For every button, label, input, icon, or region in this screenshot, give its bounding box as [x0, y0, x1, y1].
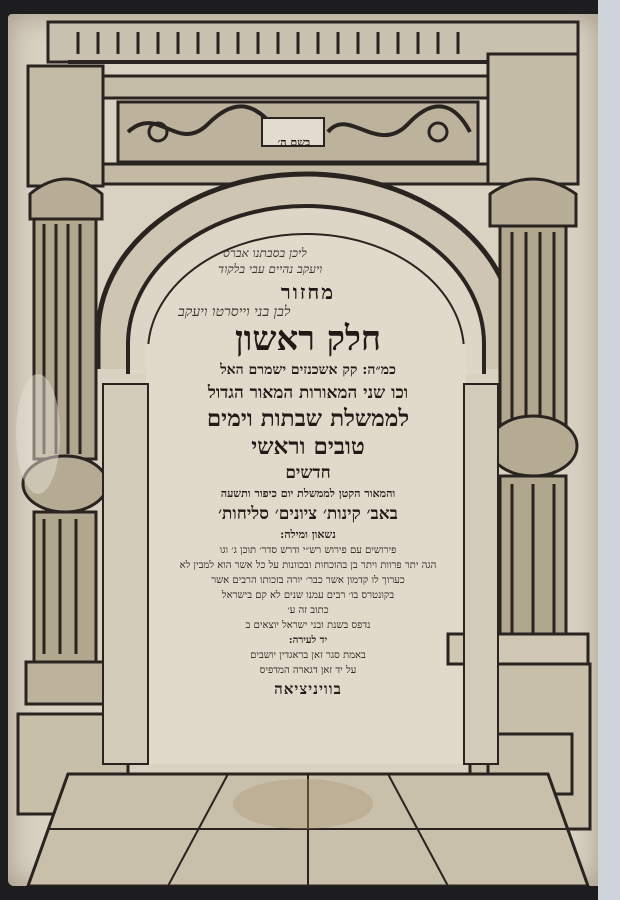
stain — [16, 374, 60, 494]
volume-part: חלק ראשון — [234, 319, 382, 359]
scan-background-edge — [598, 0, 620, 900]
small-text-line: בקונטרס בו׳ רבים עמנו שנים לא קם בישראל — [221, 590, 395, 601]
small-text-line: כתוב זה ע׳ — [287, 605, 329, 616]
text-line: והמאור הקטן לממשלת יום כיפור ותשעה — [220, 487, 396, 500]
small-text-line: נדפס בשנת ובני ישראל יוצאים ב — [245, 620, 371, 631]
handwritten-note: ויעקב נהיים עבי בלקוד — [218, 262, 323, 276]
text-line: וכו שני המאורות המאור הגדול — [207, 383, 409, 403]
text-line: נשאון ומילה: — [280, 528, 336, 541]
small-text-line: פירושים עם פירוש רש״י ודרש סדר׳ תוכן ג׳ וגו — [219, 545, 397, 556]
title-block — [158, 279, 458, 700]
printer-line: באמת סגר זאן בראגדין יושבים — [250, 650, 366, 661]
small-text-line: יד לעירה: — [288, 635, 328, 646]
stain — [233, 779, 373, 829]
text-line: טובים וראשי — [251, 433, 365, 460]
text-line: חדשים — [285, 463, 331, 483]
title-page — [8, 14, 600, 886]
printer-line: על יד זאן דגארה המדפיס — [259, 665, 357, 676]
text-line: באב׳ קינות׳ ציונים׳ סליחות׳ — [218, 504, 398, 524]
handwritten-note: לבן בני וייסרטו ויעקב — [178, 304, 291, 320]
invocation-cartouche: בשם ה׳ — [277, 136, 311, 149]
small-text-line: הגה יתר פרוות ויתר בן בהוכחות ובכוונות על כל אשר הוא למבין לא — [179, 560, 437, 571]
handwritten-note: ליכן בסבתנו אברס — [223, 246, 307, 260]
text-line: לממשלת שבתות וימים — [206, 405, 410, 432]
rite-line: כמ״ה: קק אשכנזים ישמרם האל — [220, 362, 396, 378]
city-of-print: בוויניציאה — [274, 680, 342, 698]
small-text-line: כערוך לו קדמון אשר כבר׳ יורה בזכותו הרבים אשר — [211, 575, 405, 586]
book-title: מחזור — [280, 280, 336, 304]
